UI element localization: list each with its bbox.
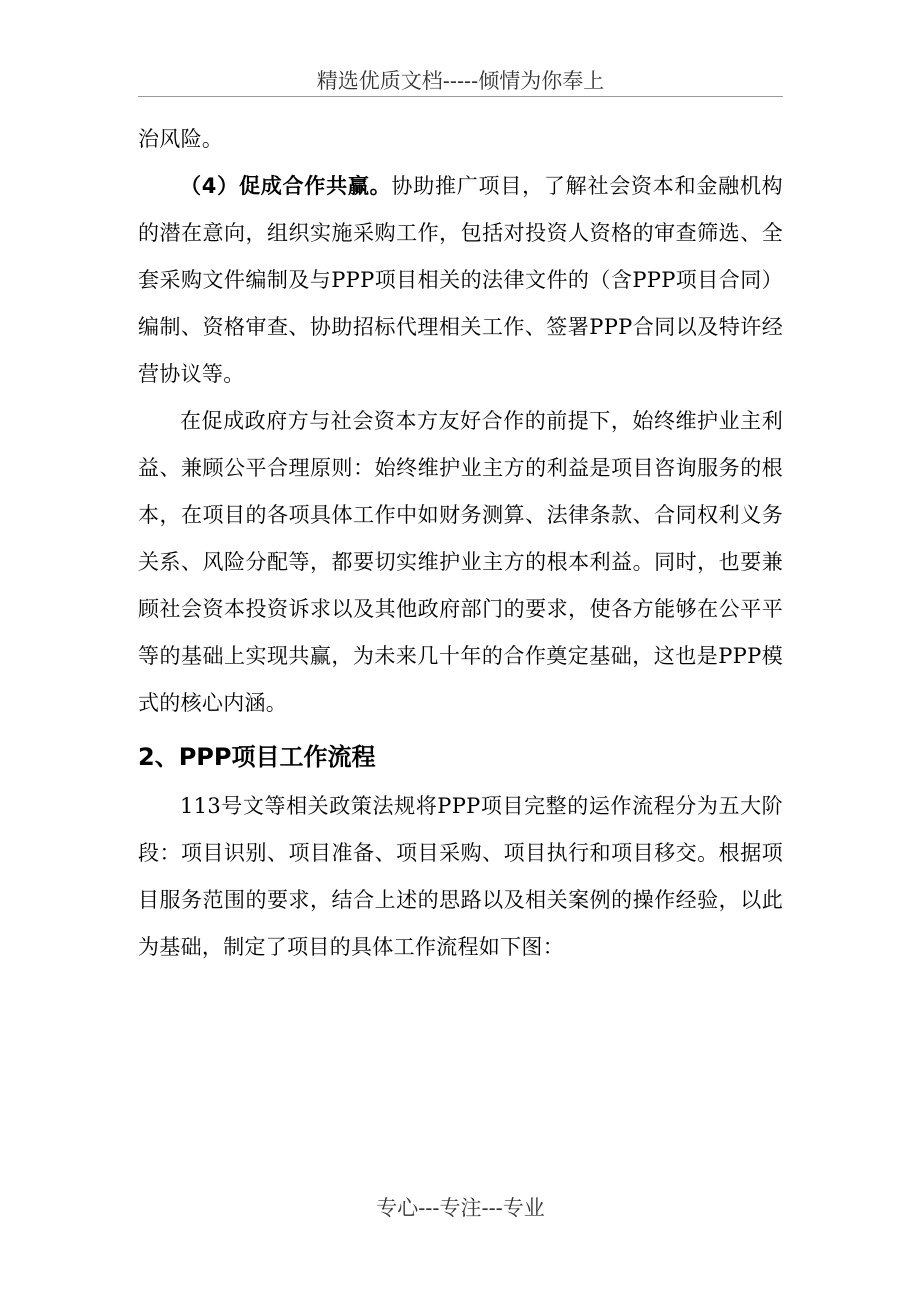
- paragraph-cooperation: [138, 163, 783, 398]
- paragraph-workflow: 113号文等相关政策法规将PPP项目完整的运作流程分为五大阶段：项目识别、项目准备、项目采购、项目执行和项目移交。根据项目服务范围的要求，结合上述的思路以及相关案例的操作经验，以此为基础，制定了项目的具体工作流程如下图：: [138, 794, 783, 959]
- page-footer: 专心---专注---专业: [376, 1196, 545, 1220]
- page-header: 精选优质文档-----倾情为你奉上: [316, 69, 605, 93]
- paragraph-continuation: 治风险。: [138, 127, 224, 151]
- document-body: [138, 116, 783, 971]
- paragraph-text: 协助推广项目，了解社会资本和金融机构的潜在意向，组织实施采购工作，包括对投资人资格的审查筛选、全套采购文件编制及与PPP项目相关的法律文件的（含PPP项目合同）编制、资格审查、协助招标代理相关工作、签署PPP合同以及特许经营协议等。: [138, 174, 783, 386]
- section-heading: 2、PPP项目工作流程: [138, 743, 376, 771]
- paragraph-lead-bold: （4）促成合作共赢。: [180, 174, 392, 198]
- header-divider: [138, 96, 783, 97]
- paragraph-owner-interest: 在促成政府方与社会资本方友好合作的前提下，始终维护业主利益、兼顾公平合理原则：始终维护业主方的利益是项目咨询服务的根本，在项目的各项具体工作中如财务测算、法律条款、合同权利义务关系、风险分配等，都要切实维护业主方的根本利益。同时，也要兼顾社会资本投资诉求以及其他政府部门的要求，使各方能够在公平平等的基础上实现共赢，为未来几十年的合作奠定基础，这也是PPP模式的核心内涵。: [138, 409, 783, 715]
